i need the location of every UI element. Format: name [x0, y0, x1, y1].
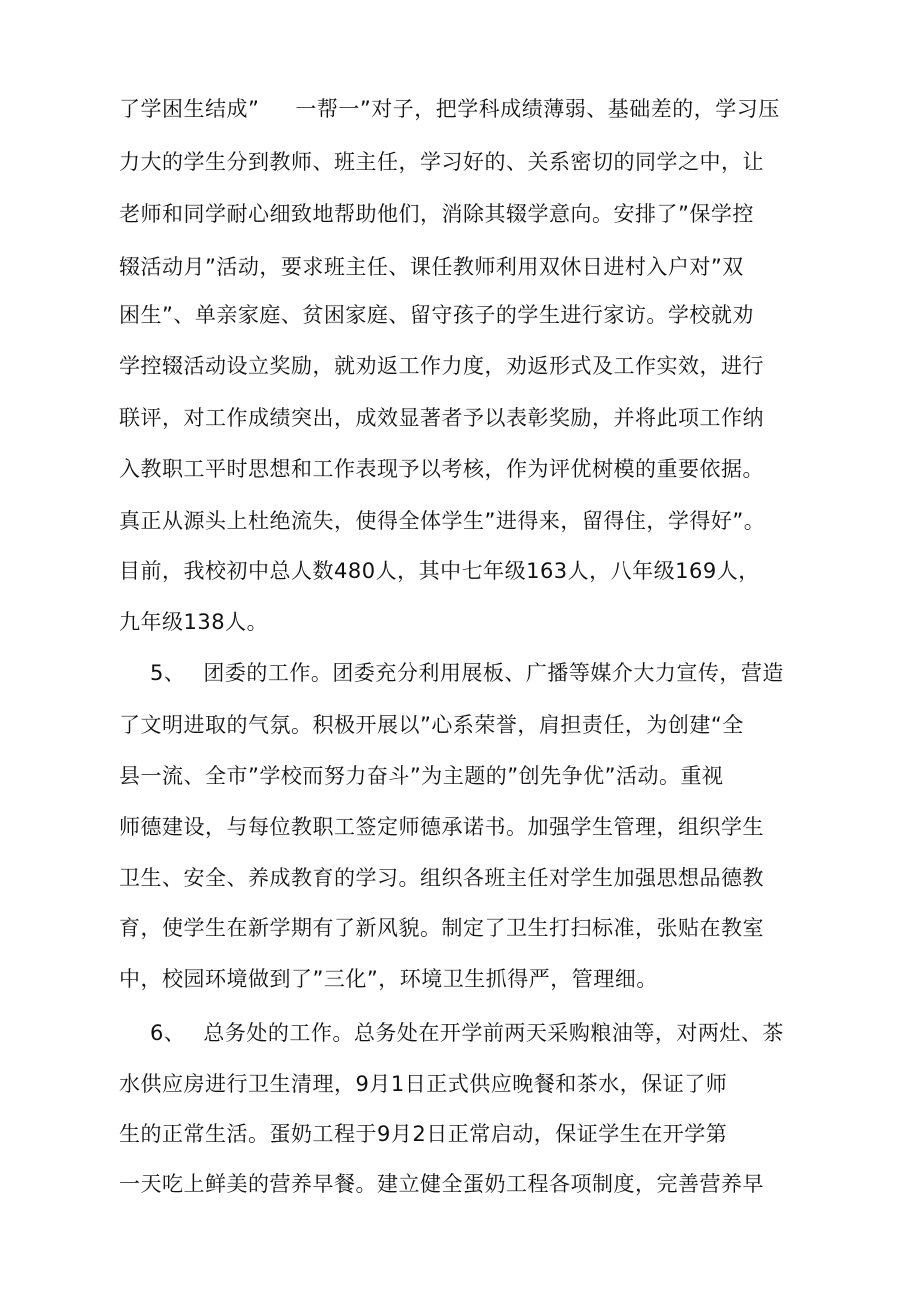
- text-line-8: 入教职工平时思想和工作表现予以考核，作为评优树模的重要依据。: [119, 457, 764, 481]
- text-line-12: [150, 659, 784, 687]
- text-line-13: 了文明进取的气氛。积极开展以”心系荣誉，肩担责任，为创建“全: [119, 713, 744, 737]
- text-line-6: 学控辍活动设立奖励，就劝返工作力度，劝返形式及工作实效，进行: [119, 354, 764, 378]
- text-line-1-part-a: 了学困生结成”: [119, 97, 260, 121]
- text-line-16: 卫生、安全、养成教育的学习。组织各班主任对学生加强思想品德教: [119, 866, 764, 890]
- text-line-18: 中，校园环境做到了”三化”，环境卫生抓得严，管理细。: [119, 967, 658, 991]
- text-line-2: 力大的学生分到教师、班主任，学习好的、关系密切的同学之中，让: [119, 150, 764, 174]
- text-line-1-part-b: 一帮一”对子，把学科成绩薄弱、基础差的，学习压: [295, 97, 780, 121]
- text-line-11: 九年级138人。: [119, 610, 269, 634]
- text-line-19-body: 总务处的工作。总务处在开学前两天采购粮油等，对两灶、茶: [203, 1021, 784, 1045]
- text-line-19: [150, 1019, 784, 1047]
- text-line-3: 老师和同学耐心细致地帮助他们，消除其辍学意向。安排了”保学控: [119, 202, 754, 226]
- text-line-7: 联评，对工作成绩突出，成效显著者予以表彰奖励，并将此项工作纳: [119, 406, 764, 430]
- text-line-15: 师德建设，与每位教职工签定师德承诺书。加强学生管理，组织学生: [119, 815, 764, 839]
- text-line-17: 育，使学生在新学期有了新风貌。制定了卫生打扫标准，张贴在教室: [119, 916, 764, 940]
- text-line-21: 生的正常生活。蛋奶工程于9月2日正常启动，保证学生在开学第: [119, 1122, 728, 1146]
- text-line-4: 辍活动月”活动，要求班主任、课任教师利用双休日进村入户对”双: [119, 255, 744, 279]
- text-line-14: 县一流、全市”学校而努力奋斗”为主题的”创先争优”活动。重视: [119, 764, 724, 788]
- text-line-22: 一天吃上鲜美的营养早餐。建立健全蛋奶工程各项制度，完善营养早: [119, 1172, 764, 1196]
- text-line-5: 困生”、单亲家庭、贫困家庭、留守孩子的学生进行家访。学校就劝: [119, 303, 754, 327]
- item-number-5: 5、: [150, 661, 186, 685]
- text-line-12-body: 团委的工作。团委充分利用展板、广播等媒介大力宣传，营造: [203, 661, 784, 685]
- text-line-1: [119, 95, 780, 123]
- text-line-9: 真正从源头上杜绝流失，使得全体学生”进得来，留得住，学得好”。: [119, 509, 766, 533]
- item-number-6: 6、: [150, 1021, 186, 1045]
- text-line-20: 水供应房进行卫生清理，9月1日正式供应晚餐和茶水，保证了师: [119, 1072, 728, 1096]
- text-line-10: 目前，我校初中总人数480人，其中七年级163人，八年级169人，: [119, 559, 760, 583]
